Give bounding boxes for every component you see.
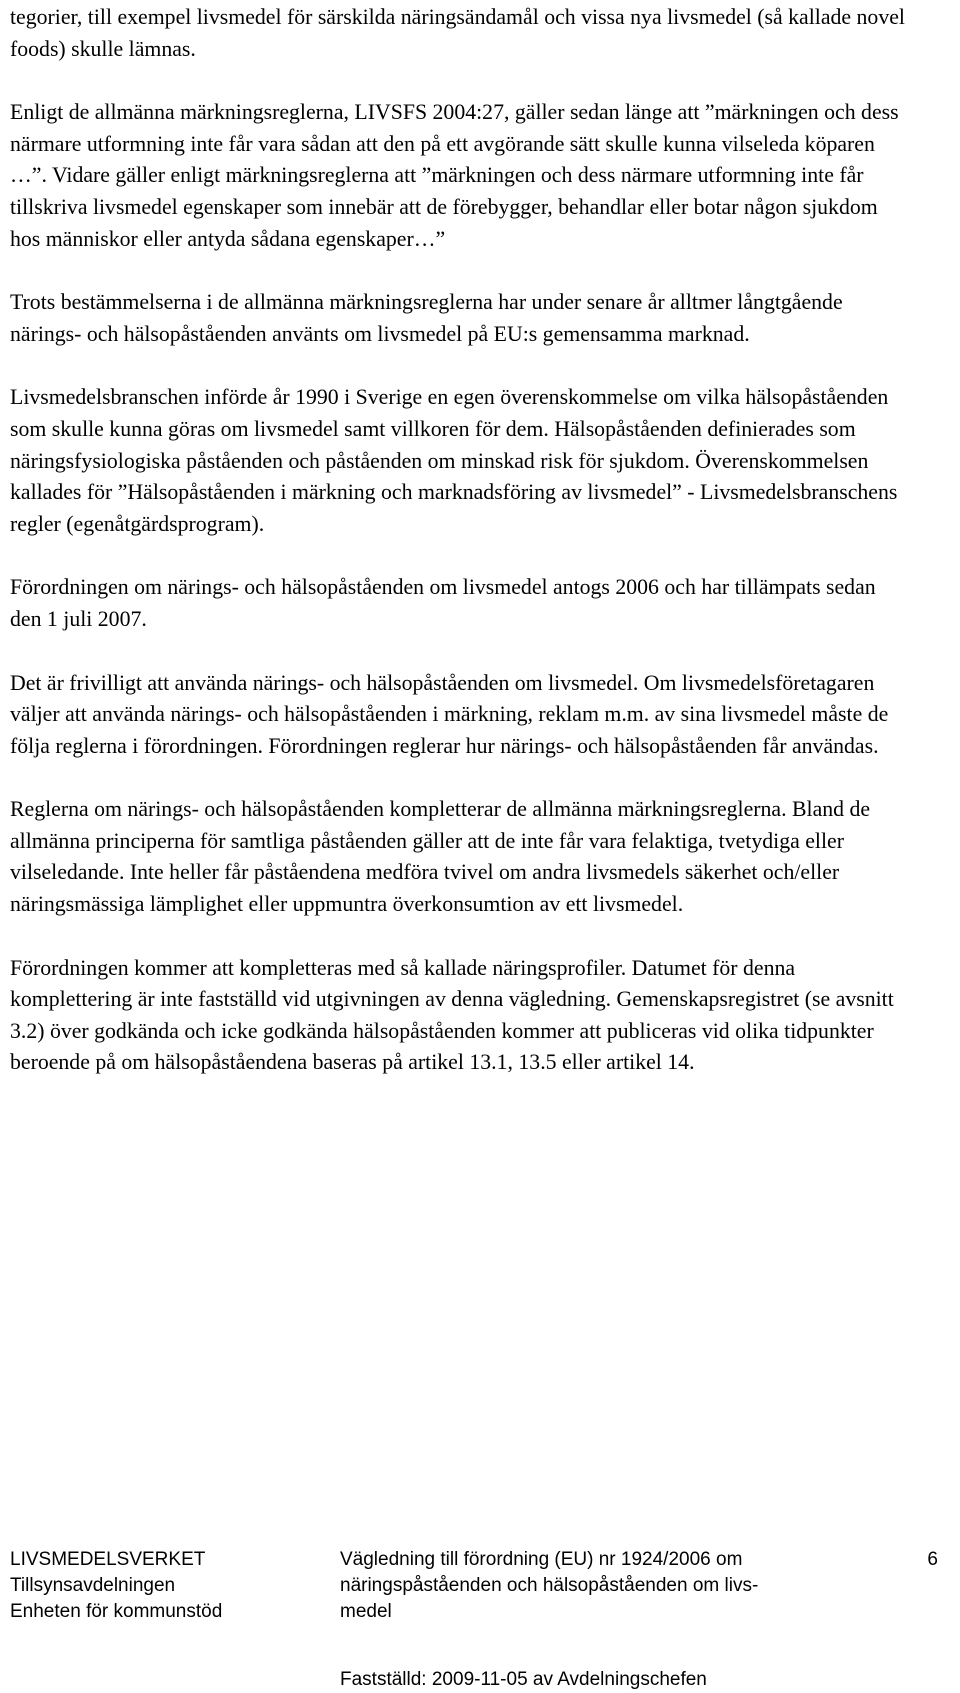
footer-document-title (340, 1547, 840, 1625)
footer-title-line-3: medel (340, 1601, 392, 1622)
document-body (10, 0, 910, 1111)
paragraph-6: Det är frivilligt att använda närings- och hälsopåståenden om livsmedel. Om livsmedelsföretagaren väljer att använda närings- och hälsopåståenden i märkning, reklam m.m. av sina livsmedel måste de följa reglerna i förordningen. Förordningen reglerar hur närings- och hälsopåståenden får användas. (10, 670, 889, 758)
paragraph-4: Livsmedelsbranschen införde år 1990 i Sverige en egen överenskommelse om vilka hälsopåståenden som skulle kunna göras om livsmedel samt villkoren för dem. Hälsopåståenden definierades som näringsfysiologiska påståenden och påståenden om minskad risk för sjukdom. Överenskommelsen kallades för ”Hälsopåståenden i märkning och marknadsföring av livsmedel” - Livsmedelsbranschens regler (egenåtgärdsprogram). (10, 385, 898, 536)
footer-title-line-1: Vägledning till förordning (EU) nr 1924/2006 om (340, 1549, 743, 1570)
footer-org-name: LIVSMEDELSVERKET (10, 1549, 206, 1570)
page-footer (10, 1547, 940, 1690)
footer-organization (10, 1547, 310, 1625)
paragraph-7: Reglerna om närings- och hälsopåståenden kompletterar de allmänna märkningsreglerna. Bland de allmänna principerna för samtliga påståenden gäller att de inte får vara felaktiga, tvetydiga eller vilseledande. Inte heller får påståendena medföra tvivel om andra livsmedels säkerhet och/eller näringsmässiga lämplighet eller uppmuntra överkonsumtion av ett livsmedel. (10, 797, 871, 917)
page-number: 6 (927, 1549, 938, 1570)
paragraph-2: Enligt de allmänna märkningsreglerna, LIVSFS 2004:27, gäller sedan länge att ”märkningen och dess närmare utformning inte får vara sådan att den på ett avgörande sätt skulle kunna vilseleda köparen …”. Vidare gäller enligt märkningsreglerna att ”märkningen och dess närmare utformning inte får tillskriva livsmedel egenskaper som innebär att de förebygger, behandlar eller botar någon sjukdom hos människor eller antyda sådana egenskaper…” (10, 100, 899, 251)
footer-unit: Enheten för kommunstöd (10, 1601, 223, 1622)
footer-title-line-2: näringspåståenden och hälsopåståenden om livs- (340, 1575, 759, 1596)
paragraph-8: Förordningen kommer att kompletteras med så kallade näringsprofiler. Datumet för denna komplettering är inte fastställd vid utgivningen av denna vägledning. Gemenskapsregistret (se avsnitt 3.2) över godkända och icke godkända hälsopåståenden kommer att publiceras vid olika tidpunkter beroende på om hälsopåståendena baseras på artikel 13.1, 13.5 eller artikel 14. (10, 955, 894, 1075)
paragraph-3: Trots bestämmelserna i de allmänna märkningsreglerna har under senare år alltmer långtgående närings- och hälsopåståenden använts om livsmedel på EU:s gemensamma marknad. (10, 290, 843, 346)
paragraph-5: Förordningen om närings- och hälsopåståenden om livsmedel antogs 2006 och har tillämpats sedan den 1 juli 2007. (10, 575, 876, 631)
footer-department: Tillsynsavdelningen (10, 1575, 176, 1596)
paragraph-1: tegorier, till exempel livsmedel för särskilda näringsändamål och vissa nya livsmedel (så kallade novel foods) skulle lämnas. (10, 5, 905, 61)
footer-issued-date: Fastställd: 2009-11-05 av Avdelningschefen (340, 1669, 707, 1690)
